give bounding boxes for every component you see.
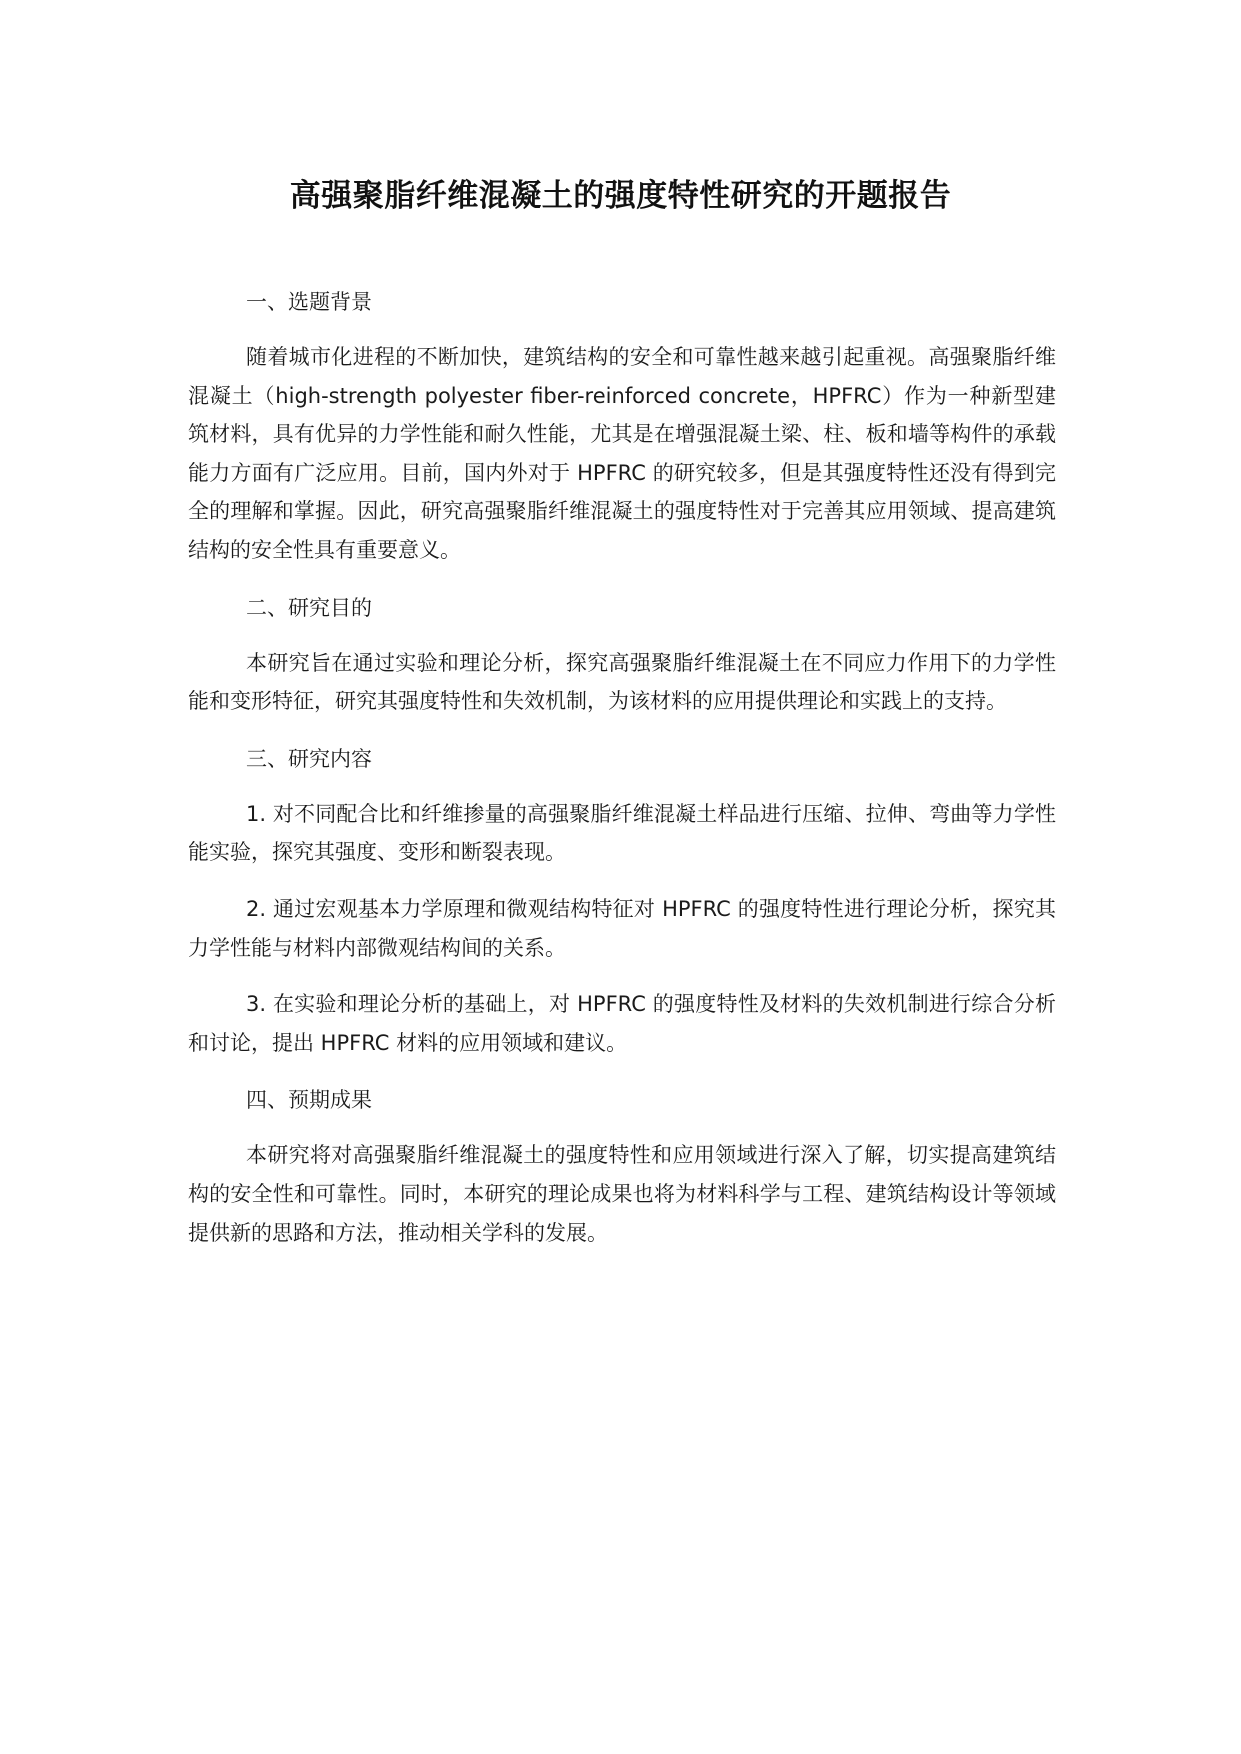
section-objective <box>188 588 1056 739</box>
section-heading: 三、研究内容 <box>246 746 372 771</box>
section-heading: 一、选题背景 <box>246 290 372 314</box>
list-item: 2. 通过宏观基本力学原理和微观结构特征对 HPFRC 的强度特性进行理论分析，探究其力学性能与材料内部微观结构间的关系。 <box>188 896 1056 960</box>
list-item: 3. 在实验和理论分析的基础上，对 HPFRC 的强度特性及材料的失效机制进行综合分析和讨论，提出 HPFRC 材料的应用领域和建议。 <box>188 992 1056 1055</box>
document-body <box>188 282 1056 1252</box>
section-background <box>188 282 1056 588</box>
section-expected-results <box>188 1080 1056 1252</box>
list-item: 1. 对不同配合比和纤维掺量的高强聚脂纤维混凝土样品进行压缩、拉伸、弯曲等力学性能实验，探究其强度、变形和断裂表现。 <box>188 801 1056 865</box>
document-title: 高强聚脂纤维混凝土的强度特性研究的开题报告 <box>289 178 952 214</box>
section-content <box>188 739 1056 1081</box>
section-heading: 四、预期成果 <box>246 1088 372 1113</box>
section-heading: 二、研究目的 <box>246 595 372 620</box>
paragraph: 本研究将对高强聚脂纤维混凝土的强度特性和应用领域进行深入了解，切实提高建筑结构的安全性和可靠性。同时，本研究的理论成果也将为材料科学与工程、建筑结构设计等领域提供新的思路和方法，推动相关学科的发展。 <box>188 1143 1056 1245</box>
paragraph: 随着城市化进程的不断加快，建筑结构的安全和可靠性越来越引起重视。高强聚脂纤维混凝土（high-strength polyester fiber-reinforced concrete，HPFRC）作为一种新型建筑材料，具有优异的力学性能和耐久性能，尤其是在增强混凝土梁、柱、板和墙等构件的承载能力方面有广泛应用。目前，国内外对于 HPFRC 的研究较多，但是其强度特性还没有得到完全的理解和掌握。因此，研究高强聚脂纤维混凝土的强度特性对于完善其应用领域、提高建筑结构的安全性具有重要意义。 <box>188 345 1056 562</box>
paragraph: 本研究旨在通过实验和理论分析，探究高强聚脂纤维混凝土在不同应力作用下的力学性能和变形特征，研究其强度特性和失效机制，为该材料的应用提供理论和实践上的支持。 <box>188 650 1056 714</box>
